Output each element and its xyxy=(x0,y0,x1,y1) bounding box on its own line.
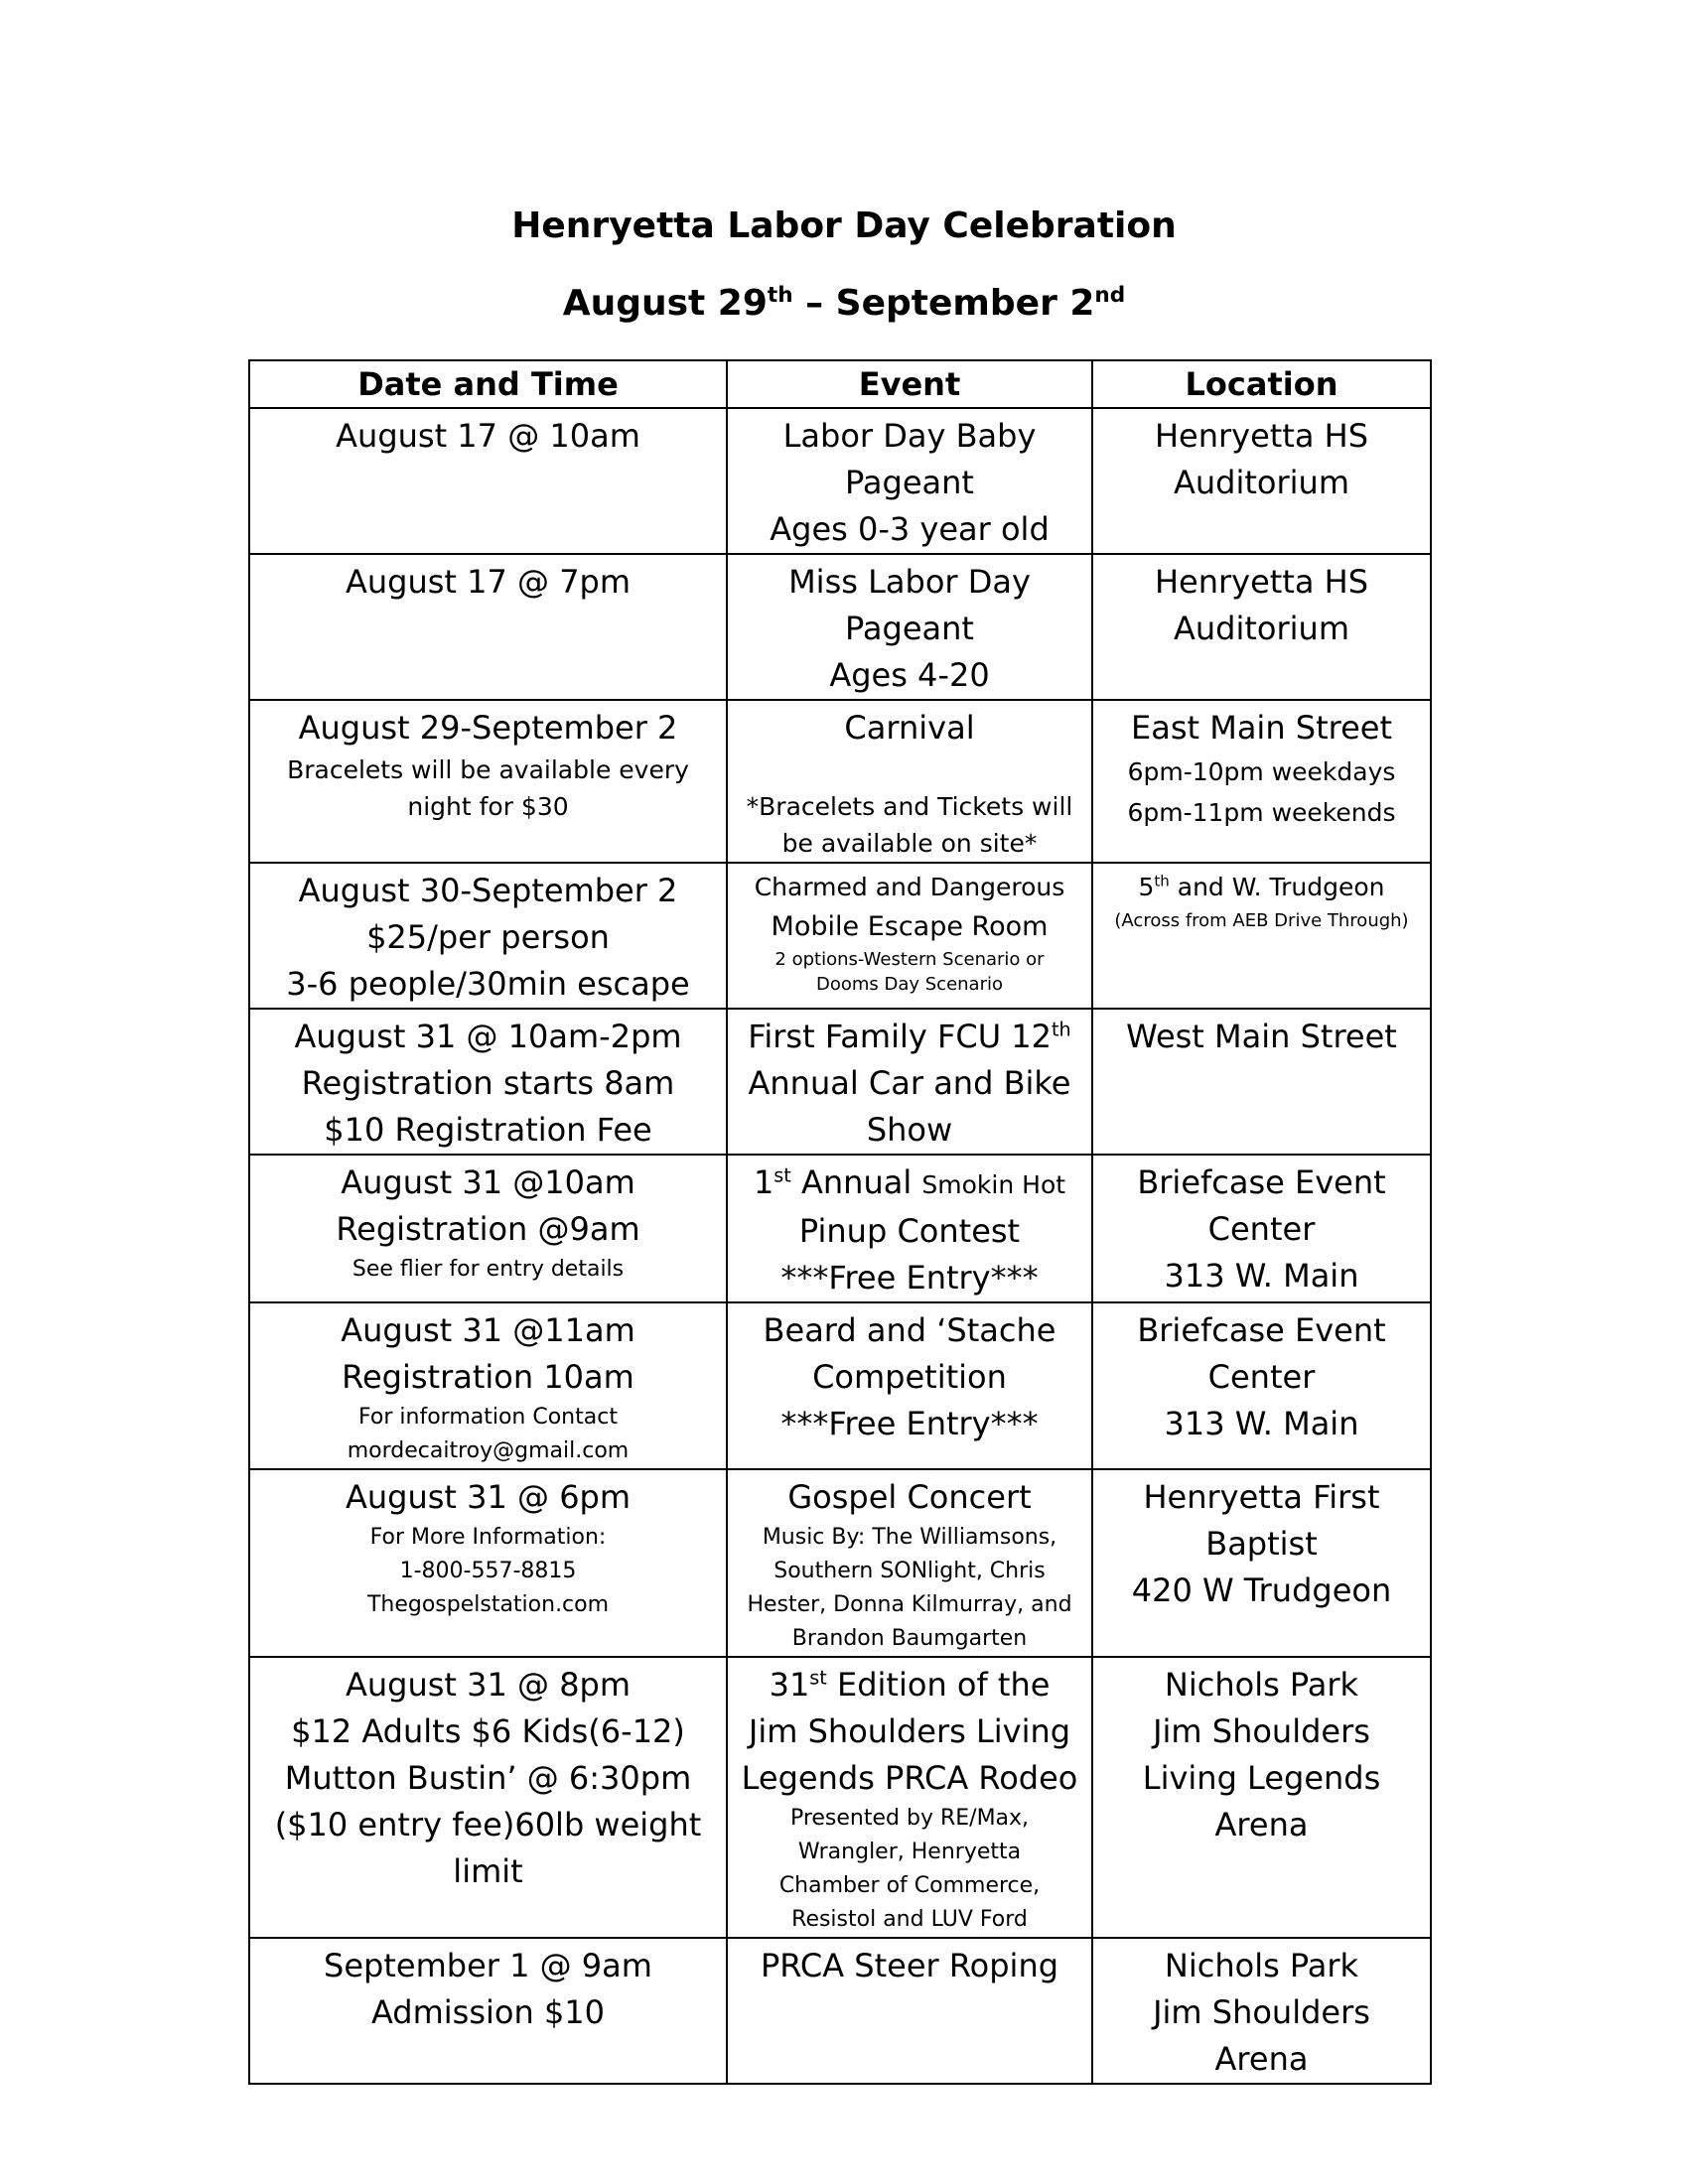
location-cell: 5th and W. Trudgeon (Across from AEB Drive Through) xyxy=(1092,863,1431,1009)
event-cell: 1st Annual Smokin Hot Pinup Contest ***Free Entry*** xyxy=(727,1155,1092,1302)
event-cell: 31st Edition of the Jim Shoulders Living Legends PRCA Rodeo Presented by RE/Max, Wrangler, Henryetta Chamber of Commerce, Resistol and LUV Ford xyxy=(727,1657,1092,1938)
date-cell: September 1 @ 9am Admission $10 xyxy=(249,1938,727,2084)
location-cell: Henryetta HS Auditorium xyxy=(1092,408,1431,554)
event-cell: PRCA Steer Roping xyxy=(727,1938,1092,2084)
event-cell: Beard and ‘Stache Competition ***Free Entry*** xyxy=(727,1302,1092,1469)
table-row xyxy=(249,1009,1431,1155)
table-row xyxy=(249,1938,1431,2084)
table-row xyxy=(249,1155,1431,1302)
table-row xyxy=(249,1469,1431,1657)
table-row xyxy=(249,1302,1431,1469)
event-cell: Gospel Concert Music By: The Williamsons, Southern SONlight, Chris Hester, Donna Kilmurray, and Brandon Baumgarten xyxy=(727,1469,1092,1657)
location-cell: Nichols Park Jim Shoulders Arena xyxy=(1092,1938,1431,2084)
date-cell: August 31 @ 6pm For More Information: 1-800-557-8815 Thegospelstation.com xyxy=(249,1469,727,1657)
location-cell: East Main Street 6pm-10pm weekdays 6pm-11pm weekends xyxy=(1092,700,1431,863)
table-row xyxy=(249,554,1431,700)
table-row xyxy=(249,1657,1431,1938)
date-cell: August 31 @ 8pm $12 Adults $6 Kids(6-12) Mutton Bustin’ @ 6:30pm ($10 entry fee)60lb weight limit xyxy=(249,1657,727,1938)
column-header-event: Event xyxy=(727,360,1092,408)
location-cell: Nichols Park Jim Shoulders Living Legends Arena xyxy=(1092,1657,1431,1938)
column-header-location: Location xyxy=(1092,360,1431,408)
location-cell: Briefcase Event Center 313 W. Main xyxy=(1092,1302,1431,1469)
date-cell: August 31 @10am Registration @9am See flier for entry details xyxy=(249,1155,727,1302)
date-cell: August 30-September 2 $25/per person 3-6 people/30min escape xyxy=(249,863,727,1009)
event-cell: First Family FCU 12th Annual Car and Bike Show xyxy=(727,1009,1092,1155)
column-header-date: Date and Time xyxy=(249,360,727,408)
page-title: Henryetta Labor Day Celebration xyxy=(511,205,1177,246)
date-cell: August 31 @11am Registration 10am For information Contact mordecaitroy@gmail.com xyxy=(249,1302,727,1469)
table-header-row xyxy=(249,360,1431,408)
location-cell: Henryetta HS Auditorium xyxy=(1092,554,1431,700)
date-range: August 29th – September 2nd xyxy=(562,283,1126,324)
table-row xyxy=(249,863,1431,1009)
event-cell: Labor Day Baby Pageant Ages 0-3 year old xyxy=(727,408,1092,554)
event-cell: Charmed and Dangerous Mobile Escape Room 2 options-Western Scenario or Dooms Day Scenario xyxy=(727,863,1092,1009)
date-cell: August 17 @ 10am xyxy=(249,408,727,554)
date-cell: August 31 @ 10am-2pm Registration starts 8am $10 Registration Fee xyxy=(249,1009,727,1155)
location-cell: West Main Street xyxy=(1092,1009,1431,1155)
table-row xyxy=(249,700,1431,863)
table-row xyxy=(249,408,1431,554)
event-cell: Carnival *Bracelets and Tickets will be available on site* xyxy=(727,700,1092,863)
location-cell: Briefcase Event Center 313 W. Main xyxy=(1092,1155,1431,1302)
location-cell: Henryetta First Baptist 420 W Trudgeon xyxy=(1092,1469,1431,1657)
schedule-table xyxy=(248,359,1432,2085)
event-cell: Miss Labor Day Pageant Ages 4-20 xyxy=(727,554,1092,700)
date-cell: August 29-September 2 Bracelets will be available every night for $30 xyxy=(249,700,727,863)
date-cell: August 17 @ 7pm xyxy=(249,554,727,700)
